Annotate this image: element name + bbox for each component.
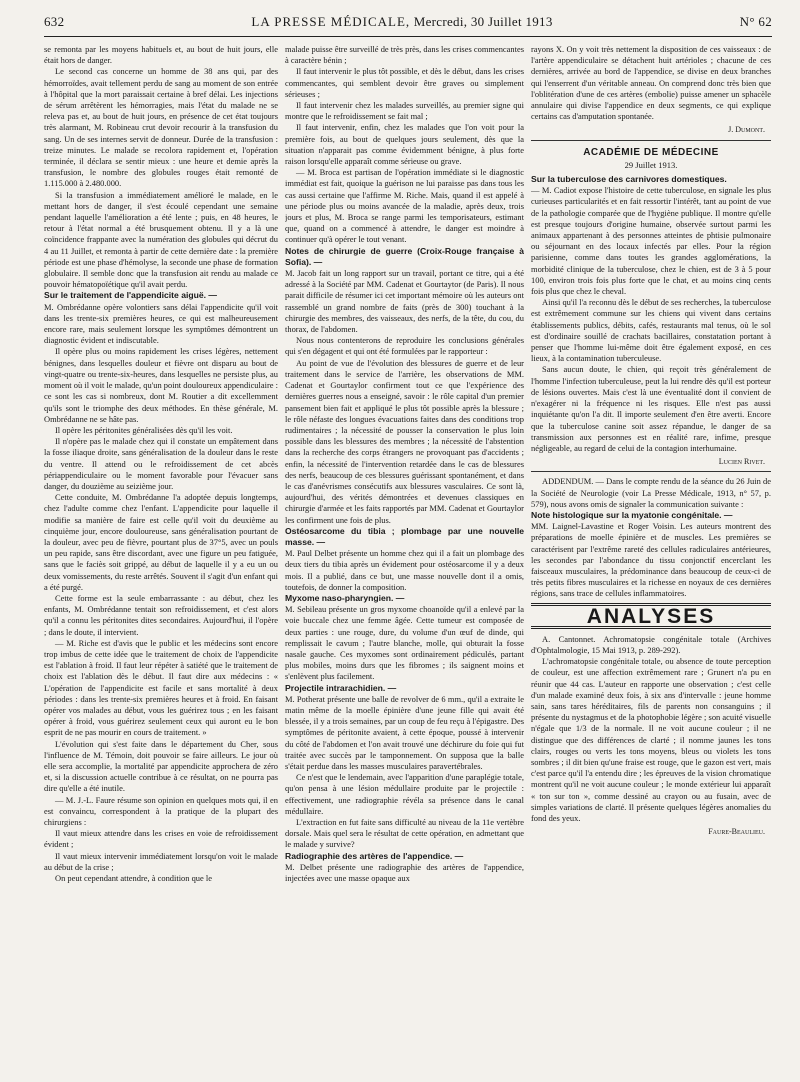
paragraph: M. Sebileau présente un gros myxome choanoïde qu'il a enlevé par la voie buccale chez une femme âgée. Cette tumeur est composée de deux parties : une rouge, dure, du volume d'un œuf de dinde, qui remplissait le cavum ; l'autre blanche, molle, qui obturait la fosse nasale gauche. Ces myxomes sont ordinairement pédiculés, partant plus mobiles, moins durs que les fibromes ; ils saignent moins et s'enlèvent plus facilement.	[285, 604, 524, 682]
paragraph: Il opère les péritonites généralisées dès qu'il les voit.	[55, 424, 233, 435]
column-right	[531, 44, 771, 1074]
paragraph: M. Potherat présente une balle de revolver de 6 mm., qu'il a extraite le matin même de la moelle épinière d'une jeune fille qui avait été blessée, il y a trois semaines, par un coup de feu reçu à l'épigastre. Des symptômes de péritonite avaient, à cette époque, poussé à intervenir du côté de l'abdomen et l'on avait trouvé une déchirure du foie qui fut traitée avec succès par le tamponnement. On supposa que la balle s'était perdue dans les masses musculaires paravertébrales.	[285, 693, 524, 771]
paragraph: Il faut intervenir, enfin, chez les malades que l'on voit pour la première fois, au bout de quelques jours seulement, dès que la situation n'apparait pas comme évidemment bénigne, à plus forte raison lorsqu'elle apparaît comme sérieuse ou grave.	[285, 122, 524, 167]
signature-faure-beaulieu: Faure-Beaulieu.	[708, 827, 765, 837]
paragraph: M. Delbet présente une radiographie des artères de l'appendice, injectées avec une masse opaque aux	[285, 861, 524, 884]
paragraph: Il opère plus ou moins rapidement les crises légères, nettement bénignes, dans lesquelles douleur et fièvre ont disparu au bout de vingt-quatre ou trente-six-heures, dans lesquelles ne persiste plus, au moment où il voit le malade, qu'un point douloureux appendiculaire : ce sont les cas si nombreux, dont M. Routier a dit excellemment qu'ils sont le triomphe des deux méthodes. En thèse générale, M. Ombrédanne ne se hâte pas.	[44, 346, 278, 424]
signature-rivet: Lucien Rivet.	[718, 457, 765, 467]
paragraph: Cette conduite, M. Ombrédanne l'a adoptée depuis longtemps, chez l'adulte comme chez l'enfant. L'appendicite pour laquelle il modifie sa manière de faire est celle qu'il voit du deuxième au cinquième jour, encore douloureuse, sans généralisation pourtant de la douleur, avec peu de fièvre, pourtant plus de 37°5, avec un pouls un peu rapide, sans être discordant, avec une figure un peu fatiguée, sans que le faciès soit grippé, au début de laquelle il y a eu un ou deux vomissements, du reste arrêtés. Souvent il s'agit d'un enfant qui a été purgé.	[44, 492, 278, 592]
paragraph: Cette forme est la seule embarrassante : au début, chez les enfants, M. Ombrédanne tentait son refroidissement, et c'est alors qu'il a connu les péritonites dites secondaires. Aujourd'hui, il l'opère ; dans le doute, il intervient.	[44, 592, 278, 637]
paragraph: se remonta par les moyens habituels et, au bout de huit jours, elle était hors de danger.	[44, 44, 278, 66]
paragraph: A. Cantonnet. Achromatopsie congénitale totale (Archives d'Ophtalmologie, 15 Mai 1913, p. 289-292).	[531, 633, 771, 655]
header-rule	[44, 36, 772, 37]
paragraph: Le second cas concerne un homme de 38 ans qui, par des hémorroïdes, avait tellement perdu de sang au moment de son entrée à l'hôpital que la mort paraissait certaine à bref délai. Les injections de sérum arrêtèrent les hémorragies, mais l'état du malade ne se releva pas et, au bout de huit jours, en présence de cet état toujours très alarmant, M. Robineau crut devoir recourir à la transfusion du sang. Un de ses internes servit de donneur. Durée de la transfusion : treize minutes. Le malade se recolora rapidement et, l'opération terminée, il déclara se sentir mieux : une heure et demie après la transfusion, le nombre des globules rouges était remonté de 1.115.000 à 2.480.000.	[44, 66, 278, 189]
article-continuation	[531, 44, 771, 122]
subheading: Projectile intrarachidien. —	[285, 682, 397, 693]
paragraph: malade puisse être surveillé de très près, dans les crises commencantes à caractère bénin ;	[285, 44, 524, 66]
paragraph: Sans aucun doute, le chien, qui reçoit très généralement de l'homme l'infection tuberculeuse, peut la lui rendre dès qu'il est porteur de lésions ouvertes. Mais c'est là une éventualité dont il convient de n'exagérer ni la fréquence ni les risques. Elle n'est pas aussi inquiétante qu'on l'a dit. Il importe seulement d'en être averti. Encore que la tuberculose canine soit assez répandue, le danger de sa transmission aux personnes est en réalité rare, infime, presque négligeable, au regard de celui de la contagion interhumaine.	[531, 364, 771, 453]
running-head	[44, 14, 772, 34]
column-middle	[285, 44, 524, 1074]
paragraph: L'évolution qui s'est faite dans le département du Cher, sous l'influence de M. Témoin, doit pouvoir se faire ailleurs. Le jour où elle sera accomplie, la mortalité par appendicite approchera de zéro et, si la discussion actuelle contribue à ce résultat, on ne pourra pas dire qu'elle a été inutile.	[44, 738, 278, 794]
page-number: 632	[44, 14, 65, 29]
subheading: Sur la tuberculose des carnivores domestiques.	[531, 174, 727, 185]
paragraph: Ce n'est que le lendemain, avec l'apparition d'une paraplégie totale, qu'on pensa à une lésion médullaire produite par le projectile : effectivement, une radiographie révéla sa présence dans le canal médullaire.	[285, 772, 524, 816]
academie-date: 29 Juillet 1913.	[624, 159, 678, 170]
paragraph: M. Jacob fait un long rapport sur un travail, portant ce titre, qui a été adressé à la Société par MM. Cadenat et Gourtaytor (de Paris). Il nous parait difficile de résumer ici cet important mémoire où les auteurs ont rassemblé un grand nombre de faits (près de 300) touchant à la chirurgie des membres, des vaisseaux, des nerfs, de la tête, du cou, du thorax, de l'abdomen.	[285, 268, 524, 335]
paragraph: MM. Laignel-Lavastine et Roger Voisin. Les auteurs montrent des préparations de moelle épinière et de muscles. Les premières se caractérisent par l'extrême rareté des cellules radiculaires antérieures, les secondes par l'abondance du tissu conjonctif encerclant les faisceaux musculaires, la prédominance dans beaucoup de ceux-ci de très petits fibres musculaires et la richesse en noyaux de ces dernières régions, sans trace de cellules inflammatoires.	[531, 521, 771, 599]
issue-number: N° 62	[739, 14, 772, 29]
paragraph: On peut cependant attendre, à condition que le	[55, 873, 212, 884]
academie-title: ACADÉMIE DE MÉDECINE	[583, 146, 719, 158]
paragraph: — M. Riche est d'avis que le public et les médecins sont encore trop imbus de cette idée que le traitement de choix de l'appendicite est l'ablation à froid. Il faut leur répéter à satiété que le traitement de choix est l'ablation dès le début. Il faut dire aux médecins : « L'opération de l'appendicite est facile et sans mortalité à deux périodes : dans les trente-six premières heures et à froid. En faisant opérer vos malades au début, vous les guérirez tous ; en les faisant opérer à froid, vous guérirez seulement ceux qui auront eu le bon esprit de ne pas mourir en cours de traitement. »	[44, 637, 278, 738]
paragraph: ADDENDUM. — Dans le compte rendu de la séance du 26 Juin de la Société de Neurologie (voir La Presse Médicale, 1913, n° 57, p. 579), nous avons omis de signaler la communication suivante :	[531, 476, 771, 509]
journal-name: LA PRESSE MÉDICALE,	[251, 14, 411, 29]
paragraph: M. Ombrédanne opère volontiers sans délai l'appendicite qu'il voit dans les trente-six premières heures, ce qui est malheureusement encore rare, mais seulement lorsque les symptômes démontrent un diagnostic évident et indiscutable.	[44, 301, 278, 346]
signature-dumont: J. Dumont.	[728, 125, 765, 135]
subheading: Note histologique sur la myatonie congénitale. —	[531, 509, 733, 520]
paragraph: L'extraction en fut faite sans difficulté au niveau de la 11e vertèbre dorsale. Mais quel sera le résultat de cette opération, en admettant que le malade y survive?	[285, 817, 524, 850]
subheading: Ostéosarcome du tibia ; plombage par une nouvelle masse. —	[285, 525, 524, 547]
journal-title-line	[251, 14, 552, 30]
paragraph: Ainsi qu'il l'a reconnu dès le début de ses recherches, la tuberculose est extrêmement commune sur les chiens qui vivent dans certains établissements publics, débits, cafés, restaurants mal tenus, où le sol est d'ordinaire souillé de crachats bacillaires, constatation portant à penser que l'homme lui-même doit être également exposé, en ces lieux, à la contamination tuberculeuse.	[531, 297, 771, 364]
paragraph: — M. J.-L. Faure résume son opinion en quelques mots qui, il en est convaincu, correspondent à la pratique de la plupart des chirurgiens :	[44, 794, 278, 828]
paragraph: — M. Broca est partisan de l'opération immédiate si le diagnostic immédiat est fait, quoique la guérison ne lui paraisse pas dans tous les cas aussi certaine que l'affirme M. Riche. Mais, quand il est appelé à une période plus ou moins avancée de la maladie, après deux, trois jours et plus, M. Broca se range parmi les temporisateurs, estimant que, quand on a commencé à attendre, le danger est moindre à continuer qu'à opérer le tout venant.	[285, 167, 524, 245]
paragraph: Il faut intervenir le plus tôt possible, et dès le début, dans les crises commencantes, qui semblent devoir être graves ou simplement sérieuses ;	[285, 66, 524, 99]
paragraph: Il vaut mieux intervenir immédiatement lorsqu'on voit le malade au début de la crise ;	[44, 850, 278, 872]
section-divider	[531, 471, 771, 472]
section-divider	[531, 140, 771, 141]
paragraph: M. Paul Delbet présente un homme chez qui il a fait un plombage des deux tiers du tibia après un évidement pour ostéosarcome il y a deux mois. Il a publié, dans ce but, une masse nouvelle dont il a omis, toutefois, de donner la composition.	[285, 548, 524, 592]
subheading: Sur le traitement de l'appendicite aiguë. —	[44, 290, 218, 301]
analysis-article	[531, 634, 771, 824]
paragraph: — M. Cadiot expose l'histoire de cette tuberculose, en signale les plus curieuses particularités et en fait ressortir l'intérêt, tant au point de vue de la pathologie comparée que de l'hygiène publique. Il montre qu'elle est presque toujours d'origine humaine, observée surtout parmi les animaux appartenant à des personnes atteintes de phtisie pulmonaire ou séjournant en des locaux infectés par elles. Pour la région parisienne, comme dans toutes les grandes agglomérations, la morbidité clinique de la tuberculose, chez le chien, est de 3 à 5 pour 100, environ trois fois plus forte que le chat, et au moins cinq cents fois plus que chez le cheval.	[531, 185, 771, 297]
paragraph: Nous nous contenterons de reproduire les conclusions générales qui s'en dégagent et qui ont été formulées par le rapporteur :	[285, 335, 524, 357]
subheading: Radiographie des artères de l'appendice. —	[285, 850, 464, 861]
paragraph: Il n'opère pas le malade chez qui il constate un empâtement dans la fosse iliaque droite, sans généralisation de la douleur dans le reste du ventre. Il attend ou le refroidissement de cet abcès périappendiculaire ou le moment favorable pour l'évacuer sans danger, du douzième au seizième jour.	[44, 436, 278, 491]
subheading: Myxome naso-pharyngien. —	[285, 592, 405, 603]
paragraph: Il faut intervenir chez les malades surveillés, au premier signe qui montre que le refroidissement se fait mal ;	[285, 100, 524, 122]
paragraph: Au point de vue de l'évolution des blessures de guerre et de leur traitement dans le service de l'arrière, les observations de MM. Cadenat et Gourtaylor confirment tout ce que l'expérience des dernières guerres nous a enseigné, savoir : le rôle capital d'un premier pansement bien fait et appliqué le plus tôt possible après la blessure ; le rôle néfaste des longues évacuations faites dans des conditions trop rudimentaires ; la nécessité de pousser la conservation le plus loin possible dans les blessures des membres ; la nécessité de l'abstention dans la recherche des corps étrangers ne provoquant pas d'accidents ; enfin, la nécessité de l'intervention retardée dans le cas de blessures des nerfs, beaucoup de ces blessures guérissant spontanément, et dans le cas d'anévrismes consécutifs aux blessures vasculaires. Ce sont là, aujourd'hui, des vérités démontrées et devenues classiques en chirurgie d'armée et les faits rapportés par MM. Cadenat et Gourtaylor les confirment une fois de plus.	[285, 357, 524, 525]
academie-report	[531, 174, 771, 454]
addendum	[531, 476, 771, 599]
column-left	[44, 44, 278, 1074]
paragraph: rayons X. On y voit très nettement la disposition de ces vaisseaux : de l'artère appendiculaire se détachent huit artérioles ; chacune de ces dernières, arrivée au bord de l'appendice, se divise en deux branches qui l'enserrent d'un véritable anneau. On comprend donc très bien que l'oblitération d'une de ces artères (embolie) puisse amener un sphacèle annulaire qui divise l'appendice en deux segments, ce qui explique certains cas d'amputation spontanée.	[531, 44, 771, 122]
paragraph: L'achromatopsie congénitale totale, ou absence de toute perception de couleur, est une affection extrêmement rare ; Grunert n'a pu en réunir que 44 cas. L'auteur en rapporte une observation ; c'est celle d'un malade examiné deux fois, à six ans d'intervalle : jeune homme sain, sans tares héréditaires, fils de parents non consanguins ; il présente du nystagmus et de la photophobie légère ; son acuité visuelle n'égale que 1/3 de la normale. Il ne voit aucune couleur ; il ne distingue que des différences de clarté ; il nomme jaunes les tons clairs, rouges ou verts les tons moyens, bleus ou violets les tons sombres ; il dit bien qu'une fraise est rouge, que le gazon est vert, mais c'est parce qu'il l'a entendu dire ; les épreuves de la vision chromatique montrent qu'il ne voit aucune couleur ; le monde extérieur lui apparaît « ton sur ton », comme dessiné au crayon ou au fusain, avec de simples variations de clarté. Il présente quelques légères anomalies du fond des yeux.	[531, 656, 771, 823]
columns	[44, 44, 772, 1074]
paragraph: Si la transfusion a immédiatement amélioré le malade, en le mettant hors de danger, il s'est écoulé cependant une semaine pendant laquelle l'amélioration a été lente ; puis, en 48 heures, le retour à l'état normal a été brusquement obtenu. Il y a là une coïncidence frappante avec la numération des globules qui décrut du 4 au 11 Juillet, et remonta à partir de cette dernière date : la première période est une phase d'hémolyse, la seconde une phase de formation globulaire. Il semble donc que la transfusion ait rendu au malade ce pouvoir hématopoïétique qu'il avait perdu.	[44, 189, 278, 290]
issue-date: Mercredi, 30 Juillet 1913	[413, 14, 553, 29]
analyses-title: ANALYSES	[586, 604, 716, 628]
subheading: Notes de chirurgie de guerre (Croix-Rouge française à Sofia). —	[285, 245, 524, 267]
paragraph: Il vaut mieux attendre dans les crises en voie de refroidissement évident ;	[44, 828, 278, 850]
